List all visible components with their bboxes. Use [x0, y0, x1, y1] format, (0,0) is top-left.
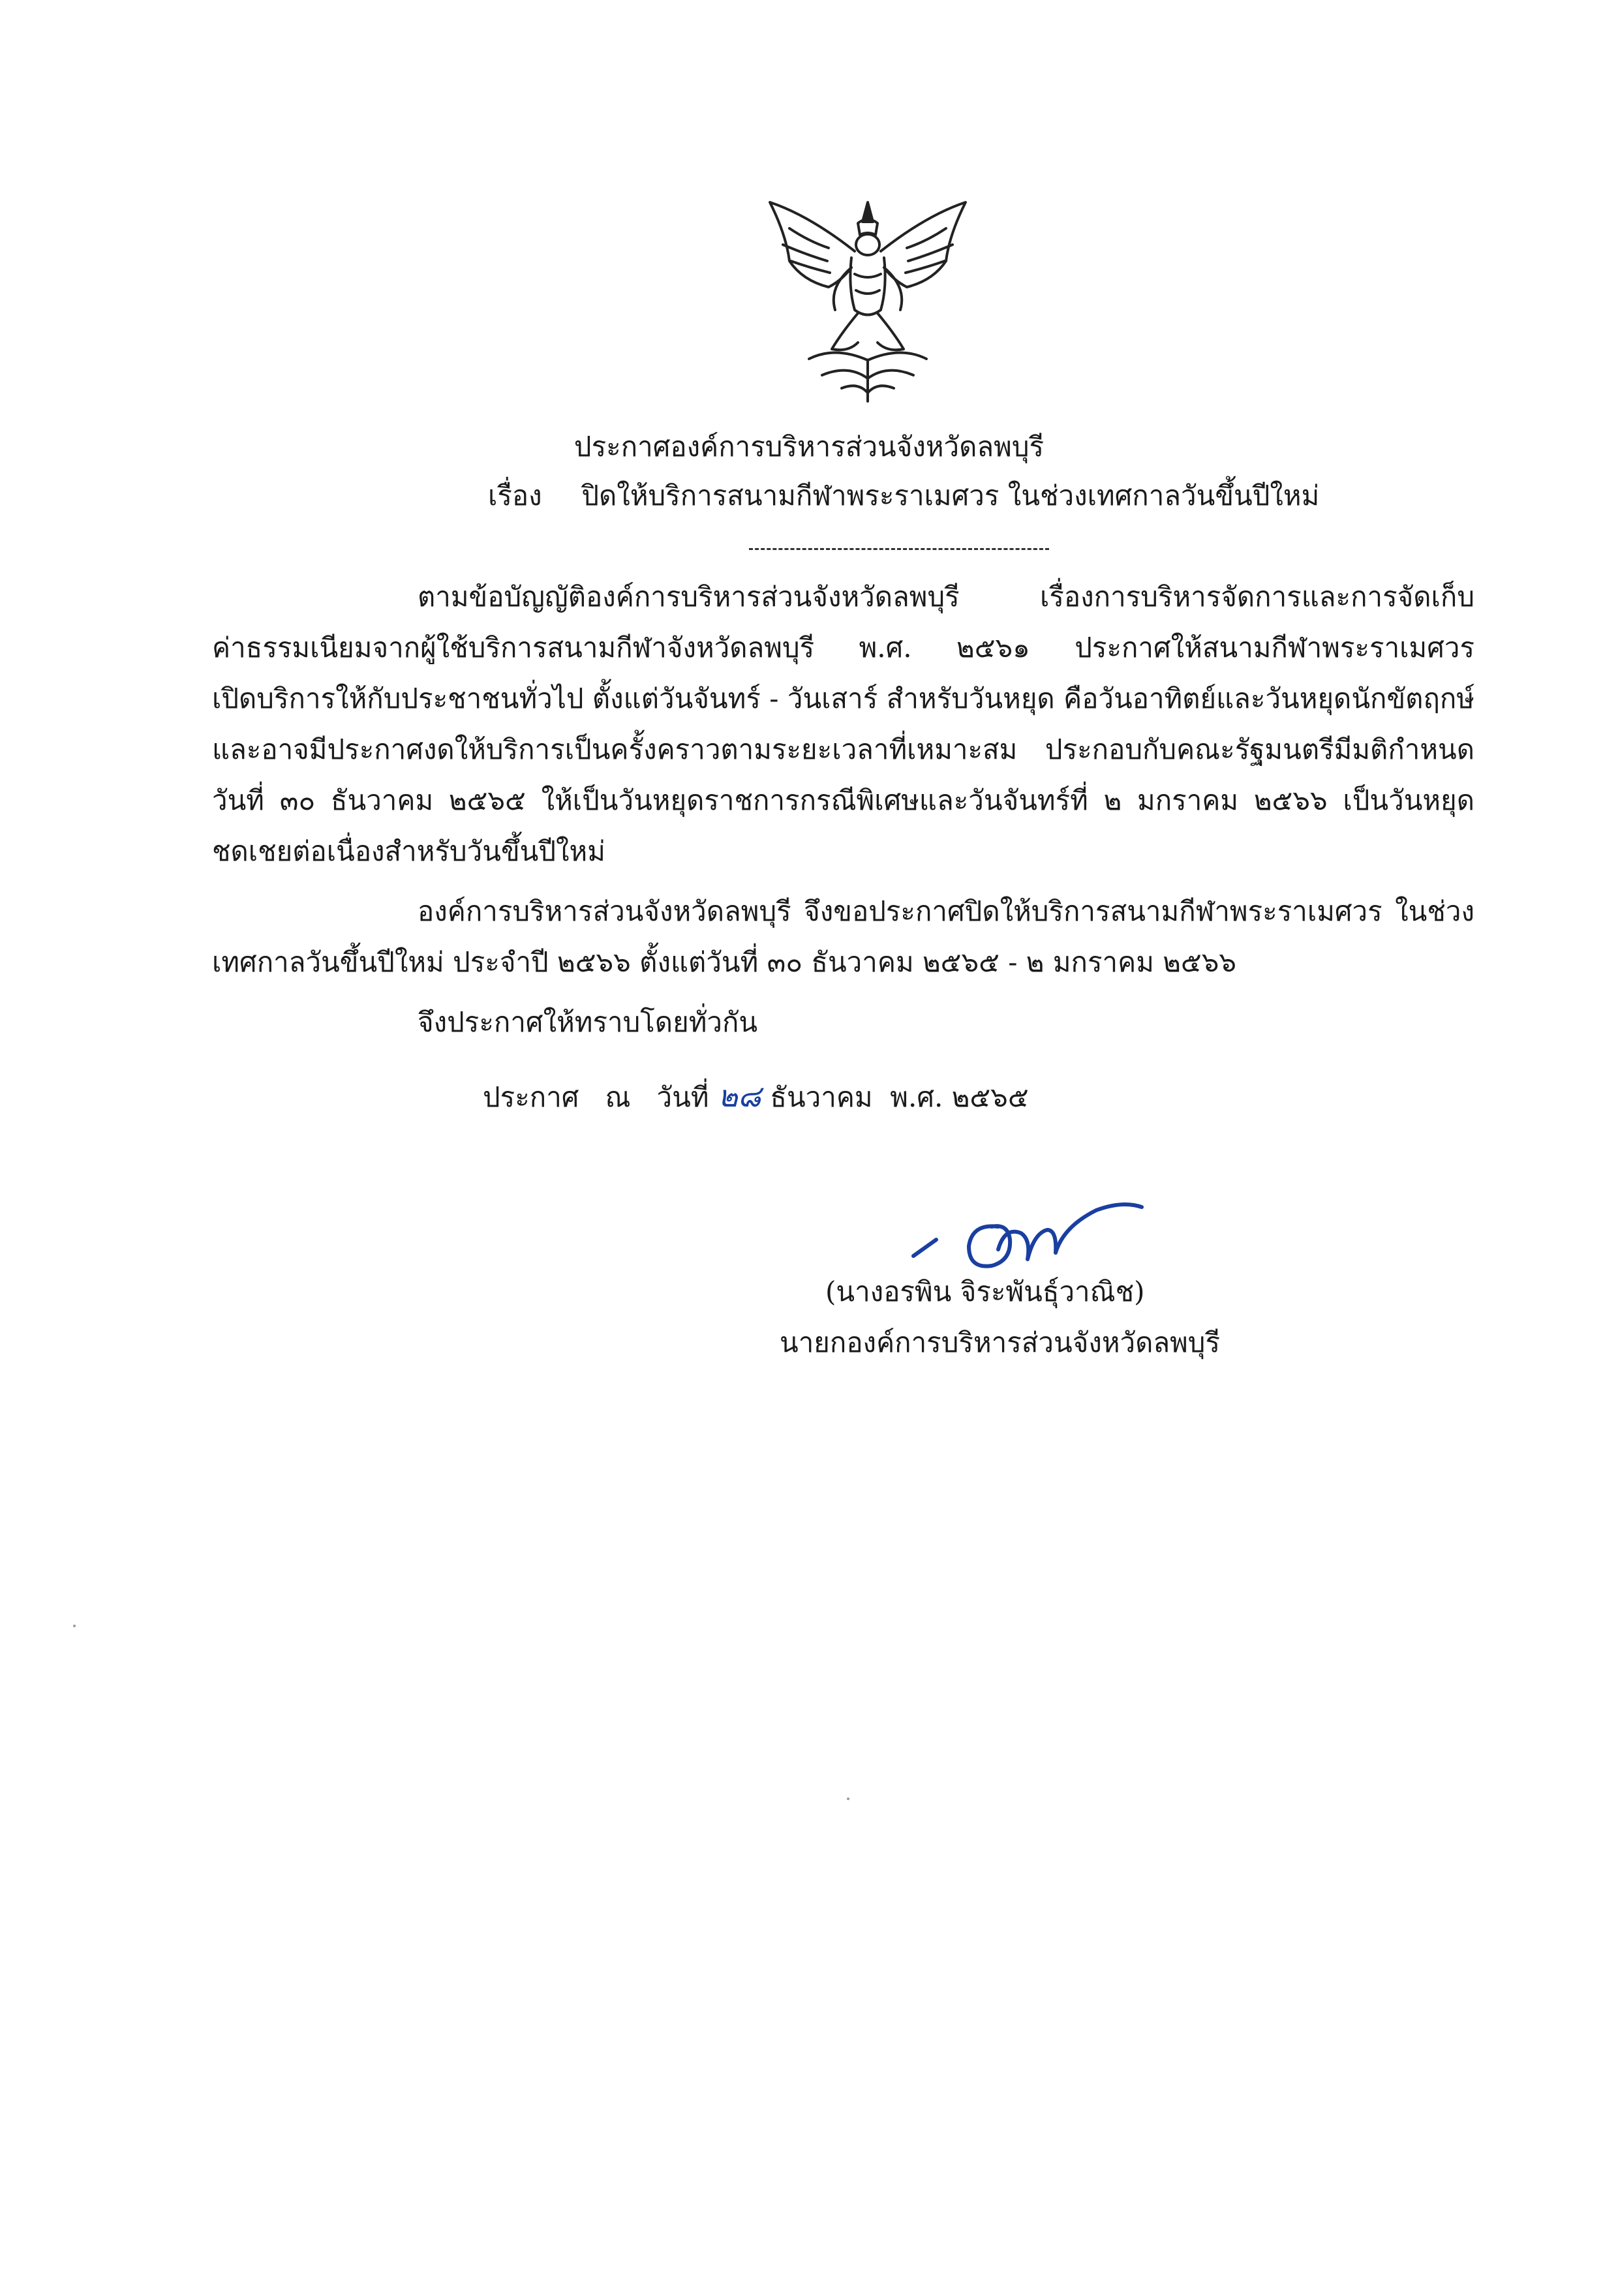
announcement-date: [483, 1077, 1029, 1117]
handwritten-signature-icon: [900, 1187, 1161, 1279]
paragraph-2-line-2: เทศกาลวันขึ้นปีใหม่ ประจำปี ๒๕๖๖ ตั้งแต่วันที่ ๓๐ ธันวาคม ๒๕๖๕ - ๒ มกราคม ๒๕๖๖: [212, 946, 1237, 978]
paragraph-1-line-2: ค่าธรรมเนียมจากผู้ใช้บริการสนามกีฬาจังหวัดลพบุรี พ.ศ. ๒๕๖๑ ประกาศให้สนามกีฬาพระราเมศวร: [212, 632, 1474, 664]
closing-statement: จึงประกาศให้ทราบโดยทั่วกัน: [418, 1006, 758, 1038]
announcement-title: ประกาศองค์การบริหารส่วนจังหวัดลพบุรี: [573, 431, 1045, 463]
scan-speck: [847, 1798, 849, 1800]
garuda-emblem-icon: [750, 189, 985, 405]
paragraph-1-line-5: วันที่ ๓๐ ธันวาคม ๒๕๖๕ ให้เป็นวันหยุดราชการกรณีพิเศษและวันจันทร์ที่ ๒ มกราคม ๒๕๖๖ เป็นวันหยุด: [212, 784, 1474, 816]
paragraph-2-line-1: องค์การบริหารส่วนจังหวัดลพบุรี จึงขอประกาศปิดให้บริการสนามกีฬาพระราเมศวร ในช่วง: [418, 895, 1474, 927]
signer-name: (นางอรพิน จิระพันธุ์วาณิช): [825, 1276, 1145, 1308]
scan-speck: [73, 1625, 76, 1627]
subject-text: ปิดให้บริการสนามกีฬาพระราเมศวร ในช่วงเทศกาลวันขึ้นปีใหม่: [581, 480, 1320, 512]
paragraph-1-line-3: เปิดบริการให้กับประชาชนทั่วไป ตั้งแต่วันจันทร์ - วันเสาร์ สำหรับวันหยุด คือวันอาทิตย์และวันหยุดนักขัตฤกษ์: [212, 682, 1474, 714]
date-prefix: ประกาศ ณ วันที่: [483, 1081, 709, 1113]
paragraph-1-line-1: ตามข้อบัญญัติองค์การบริหารส่วนจังหวัดลพบุรี เรื่องการบริหารจัดการและการจัดเก็บ: [418, 581, 1474, 613]
date-suffix: ธันวาคม พ.ศ. ๒๕๖๕: [770, 1081, 1029, 1113]
subject-label: เรื่อง: [488, 480, 542, 512]
signer-position: นายกองค์การบริหารส่วนจังหวัดลพบุรี: [780, 1326, 1221, 1358]
paragraph-1-line-6: ชดเชยต่อเนื่องสำหรับวันขึ้นปีใหม่: [212, 835, 605, 867]
handwritten-day: ๒๘: [718, 1079, 761, 1114]
paragraph-1-line-4: และอาจมีประกาศงดให้บริการเป็นครั้งคราวตามระยะเวลาที่เหมาะสม ประกอบกับคณะรัฐมนตรีมีมติกำหนด: [212, 733, 1474, 765]
subject-line: [488, 476, 1319, 515]
header-divider: [749, 548, 1049, 550]
